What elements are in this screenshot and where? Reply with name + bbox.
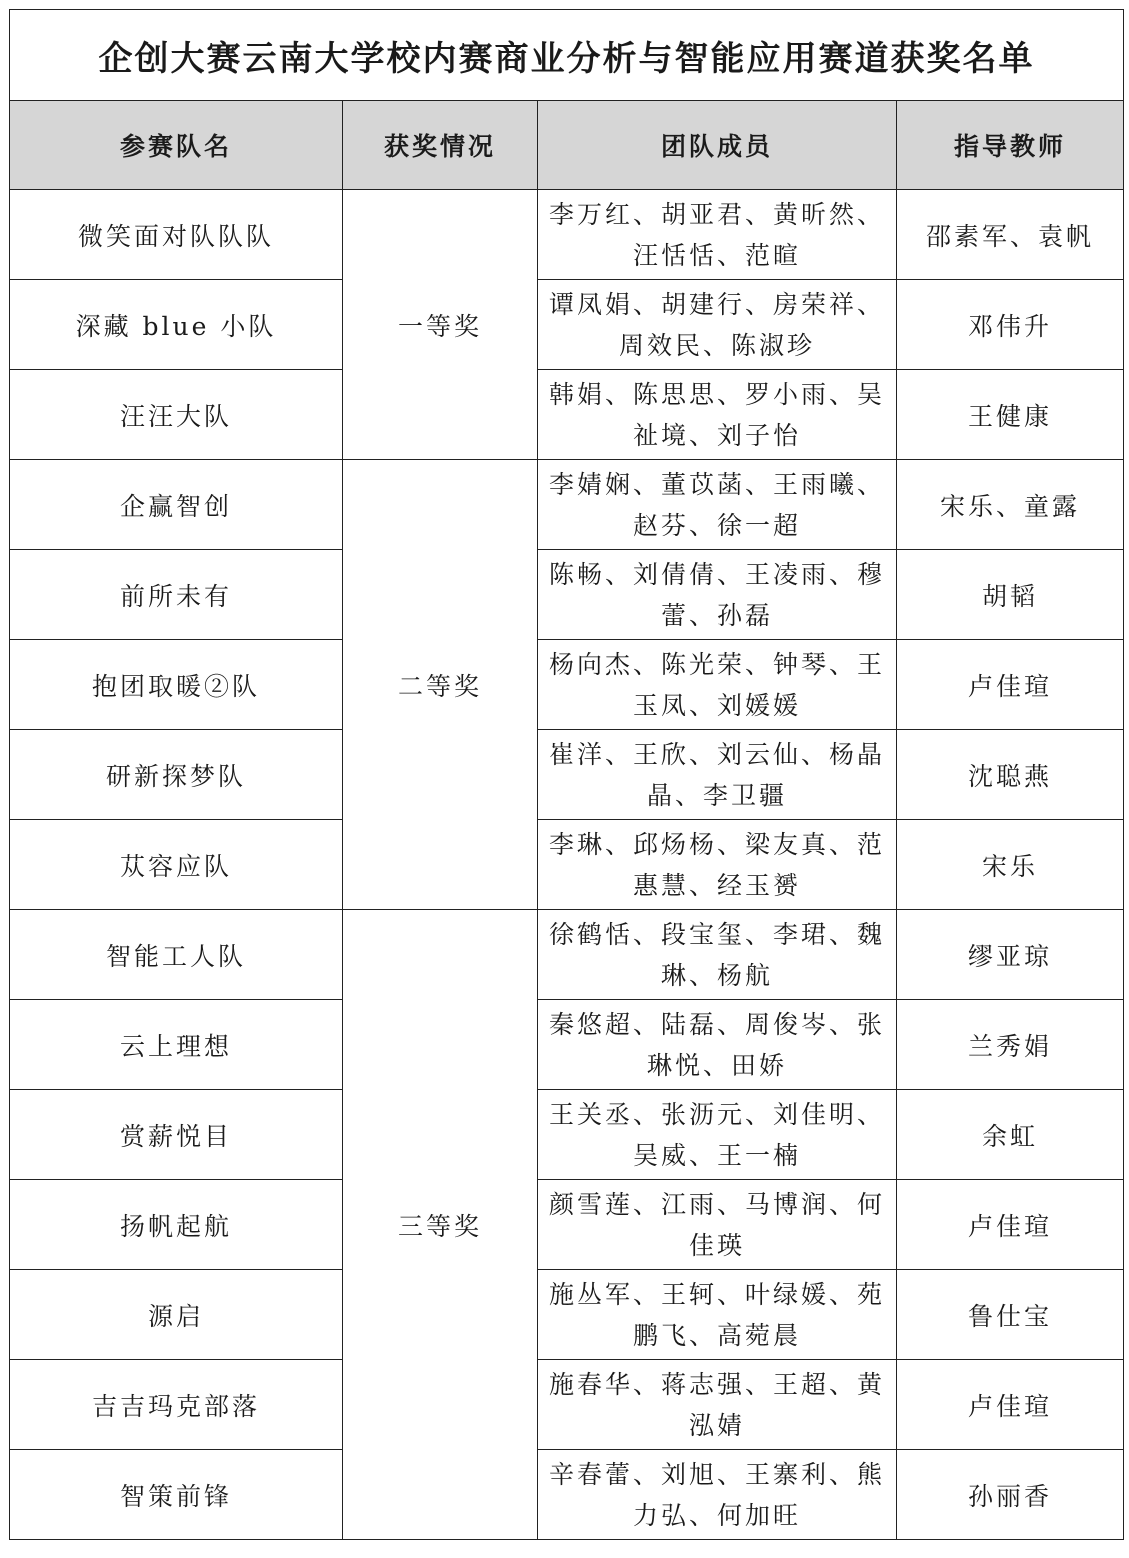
advisor-cell: 王健康 — [897, 370, 1124, 460]
table-row — [10, 1180, 1124, 1270]
award-list-document — [9, 9, 1123, 1540]
advisor-cell: 邓伟升 — [897, 280, 1124, 370]
award-level-cell: 一等奖 — [343, 190, 538, 460]
advisor-cell: 卢佳瑄 — [897, 1360, 1124, 1450]
table-row — [10, 1270, 1124, 1360]
team-members-cell: 辛春蕾、刘旭、王寨利、熊力弘、何加旺 — [538, 1450, 897, 1540]
team-members-cell: 李万红、胡亚君、黄昕然、汪恬恬、范暄 — [538, 190, 897, 280]
award-table — [9, 9, 1124, 1540]
team-name-cell: 云上理想 — [10, 1000, 343, 1090]
table-row — [10, 730, 1124, 820]
column-header-team: 参赛队名 — [10, 101, 343, 190]
advisor-cell: 卢佳瑄 — [897, 640, 1124, 730]
column-header-award: 获奖情况 — [343, 101, 538, 190]
advisor-cell: 缪亚琼 — [897, 910, 1124, 1000]
team-name-cell: 智能工人队 — [10, 910, 343, 1000]
advisor-cell: 余虹 — [897, 1090, 1124, 1180]
team-members-cell: 徐鹤恬、段宝玺、李珺、魏琳、杨航 — [538, 910, 897, 1000]
advisor-cell: 鲁仕宝 — [897, 1270, 1124, 1360]
team-name-cell: 前所未有 — [10, 550, 343, 640]
team-name-cell: 赏薪悦目 — [10, 1090, 343, 1180]
team-name-cell: 吉吉玛克部落 — [10, 1360, 343, 1450]
team-name-cell: 深藏 blue 小队 — [10, 280, 343, 370]
team-name-cell: 扬帆起航 — [10, 1180, 343, 1270]
team-members-cell: 施丛军、王轲、叶绿媛、苑鹏飞、高菀晨 — [538, 1270, 897, 1360]
document-title: 企创大赛云南大学校内赛商业分析与智能应用赛道获奖名单 — [10, 10, 1124, 101]
column-header-members: 团队成员 — [538, 101, 897, 190]
advisor-cell: 宋乐 — [897, 820, 1124, 910]
team-members-cell: 谭凤娟、胡建行、房荣祥、周效民、陈淑珍 — [538, 280, 897, 370]
team-members-cell: 李琳、邱炀杨、梁友真、范惠慧、经玉赟 — [538, 820, 897, 910]
team-name-cell: 研新探梦队 — [10, 730, 343, 820]
table-row — [10, 550, 1124, 640]
table-row — [10, 640, 1124, 730]
team-name-cell: 智策前锋 — [10, 1450, 343, 1540]
table-row — [10, 280, 1124, 370]
team-members-cell: 秦悠超、陆磊、周俊岑、张琳悦、田娇 — [538, 1000, 897, 1090]
team-members-cell: 韩娟、陈思思、罗小雨、吴祉境、刘子怡 — [538, 370, 897, 460]
team-name-cell: 源启 — [10, 1270, 343, 1360]
table-row — [10, 1450, 1124, 1540]
table-row — [10, 1090, 1124, 1180]
advisor-cell: 宋乐、童露 — [897, 460, 1124, 550]
advisor-cell: 沈聪燕 — [897, 730, 1124, 820]
team-name-cell: 微笑面对队队队 — [10, 190, 343, 280]
team-members-cell: 颜雪莲、江雨、马博润、何佳瑛 — [538, 1180, 897, 1270]
team-members-cell: 李婧娴、董苡菡、王雨曦、赵芬、徐一超 — [538, 460, 897, 550]
table-row — [10, 370, 1124, 460]
header-row — [10, 101, 1124, 190]
advisor-cell: 卢佳瑄 — [897, 1180, 1124, 1270]
table-row — [10, 460, 1124, 550]
table-row — [10, 910, 1124, 1000]
table-row — [10, 820, 1124, 910]
title-row — [10, 10, 1124, 101]
team-name-cell: 汪汪大队 — [10, 370, 343, 460]
team-members-cell: 施春华、蒋志强、王超、黄泓婧 — [538, 1360, 897, 1450]
table-row — [10, 1000, 1124, 1090]
advisor-cell: 孙丽香 — [897, 1450, 1124, 1540]
advisor-cell: 兰秀娟 — [897, 1000, 1124, 1090]
advisor-cell: 邵素军、袁帆 — [897, 190, 1124, 280]
team-name-cell: 抱团取暖②队 — [10, 640, 343, 730]
table-row — [10, 1360, 1124, 1450]
team-members-cell: 杨向杰、陈光荣、钟琴、王玉凤、刘媛媛 — [538, 640, 897, 730]
table-row — [10, 190, 1124, 280]
award-level-cell: 三等奖 — [343, 910, 538, 1540]
award-level-cell: 二等奖 — [343, 460, 538, 910]
advisor-cell: 胡韬 — [897, 550, 1124, 640]
team-name-cell: 企赢智创 — [10, 460, 343, 550]
team-members-cell: 陈畅、刘倩倩、王凌雨、穆蕾、孙磊 — [538, 550, 897, 640]
team-members-cell: 崔洋、王欣、刘云仙、杨晶晶、李卫疆 — [538, 730, 897, 820]
team-members-cell: 王关丞、张沥元、刘佳明、吴威、王一楠 — [538, 1090, 897, 1180]
team-name-cell: 苁容应队 — [10, 820, 343, 910]
column-header-advisor: 指导教师 — [897, 101, 1124, 190]
